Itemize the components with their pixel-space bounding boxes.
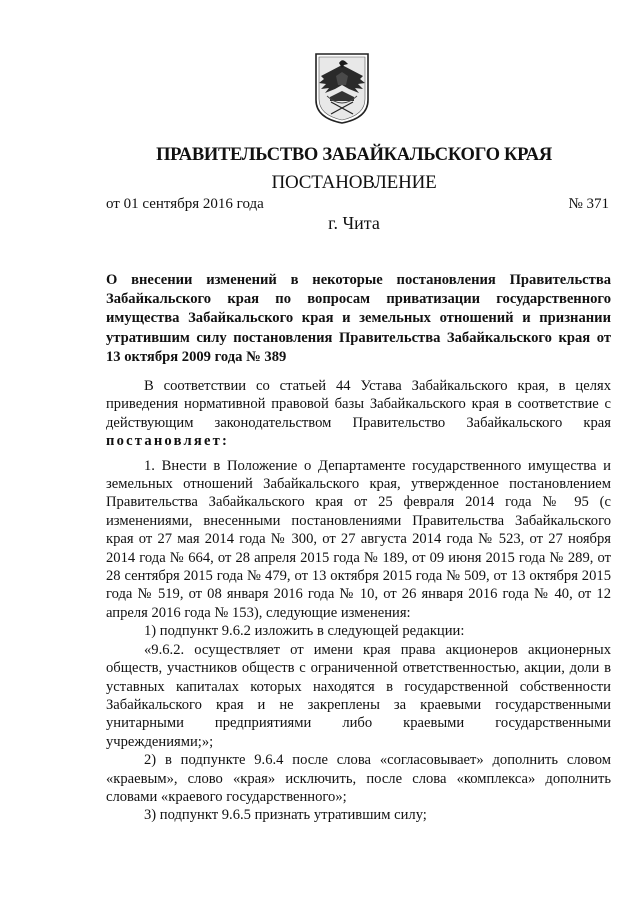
document-number: № 371 xyxy=(568,196,609,212)
document-body xyxy=(106,377,611,825)
body-paragraph: 1) подпункт 9.6.2 изложить в следующей редакции: xyxy=(144,623,465,640)
preamble-text: В соответствии со статьей 44 Устава Забайкальского края, в целях приведения нормативной правовой базы Забайкальского края в соответствие с действующим законодательством Правительство Забайкальского края xyxy=(106,378,611,431)
document-subject: О внесении изменений в некоторые постановления Правительства Забайкальского края по вопросам приватизации государственного имущества Забайкальского края и земельных отношений и признании утратившим силу постановления Правительства Забайкальского края от 13 октября 2009 года № 389 xyxy=(106,272,611,365)
body-paragraph: 2) в подпункте 9.6.4 после слова «согласовывает» дополнить словом «краевым», слово «края» исключить, после слова «комплекса» дополнить словами «краевого государственного»; xyxy=(106,752,611,805)
body-paragraph: 1. Внести в Положение о Департаменте государственного имущества и земельных отношений Забайкальского края, утвержденное постановлением Правительства Забайкальского края от 25 февраля 2014 года № 95 (с изменениями, внесенными постановлениями Правительства Забайкальского края от 27 мая 2014 года № 300, от 27 августа 2014 года № 523, от 27 ноября 2014 года № 664, от 28 апреля 2015 года № 189, от 09 июня 2015 года № 289, от 28 сентября 2015 года № 479, от 13 октября 2015 года № 509, от 13 октября 2015 года № 519, от 08 января 2016 года № 10, от 26 января 2016 года № 40, от 12 апреля 2016 года № 153), следующие изменения: xyxy=(106,457,611,621)
document-date: от 01 сентября 2016 года xyxy=(106,196,264,212)
preamble-paragraph xyxy=(106,377,611,451)
document-city: г. Чита xyxy=(328,213,380,233)
document-type: ПОСТАНОВЛЕНИЕ xyxy=(271,172,437,193)
body-paragraph: 3) подпункт 9.6.5 признать утратившим силу; xyxy=(144,807,427,824)
org-title: ПРАВИТЕЛЬСТВО ЗАБАЙКАЛЬСКОГО КРАЯ xyxy=(156,145,552,165)
decree-word: постановляет: xyxy=(106,433,230,450)
body-paragraph: «9.6.2. осуществляет от имени края права акционеров акционерных обществ, участников обществ с ограниченной ответственностью, акции, доли в уставных капиталах которых находятся в государственной собственности Забайкальского края и не закреплены за краевыми государственными унитарными предприятиями либо краевыми государственными учреждениями;»; xyxy=(106,641,611,750)
coat-of-arms-icon xyxy=(313,52,371,124)
